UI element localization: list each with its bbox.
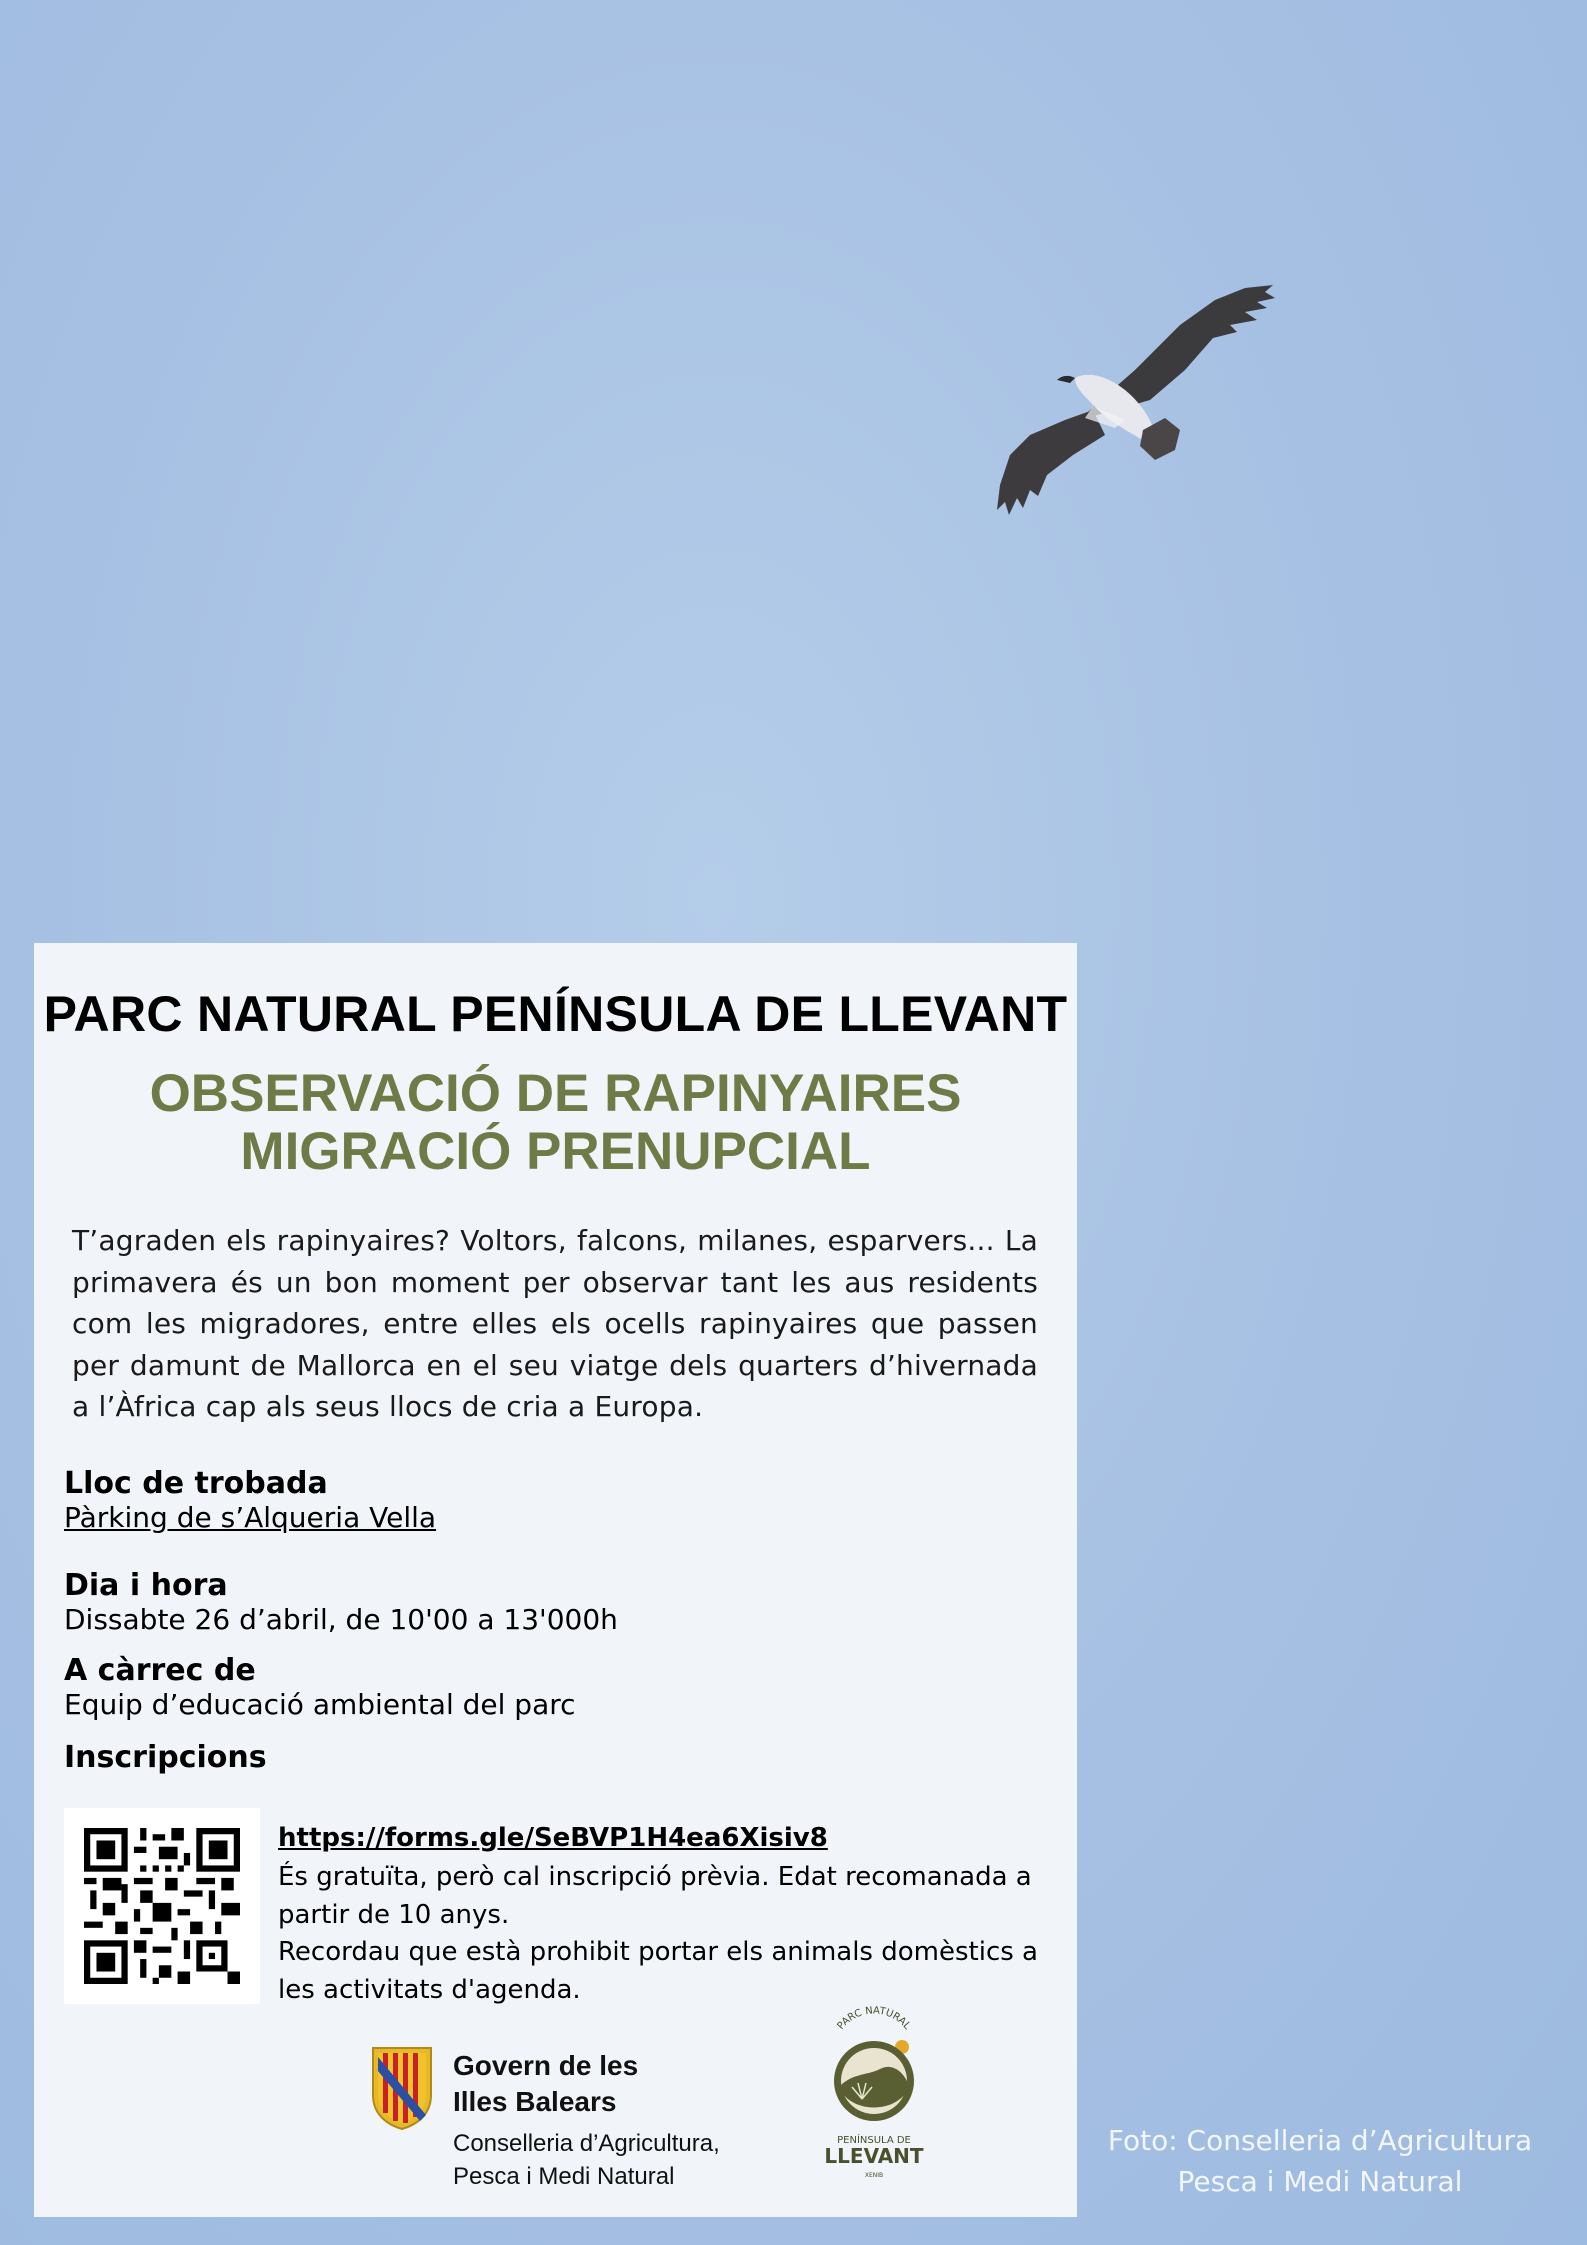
event-info-card [34, 943, 1077, 2217]
park-logo-top-text: PARC NATURAL [835, 2005, 913, 2032]
park-logo-sub: XENIB [864, 2172, 884, 2179]
conselleria-line1: Conselleria d’Agricultura, [453, 2130, 720, 2157]
photo-credit [1090, 2120, 1550, 2202]
park-name-heading: PARC NATURAL PENÍNSULA DE LLEVANT [43, 986, 1068, 1042]
signup-note-free: És gratuïta, però cal inscripció prèvia. Edat recomanada a partir de 10 anys. [278, 1862, 1032, 1930]
park-logo-name: LLEVANT [824, 2144, 924, 2168]
signup-note-pets: Recordau que està prohibit portar els animals domèstics a les activitats d'agenda. [278, 1937, 1038, 2005]
photo-credit-line1: Foto: Conselleria d’Agricultura [1107, 2124, 1533, 2157]
signup-form-link[interactable]: https://forms.gle/SeBVP1H4ea6Xisiv8 [278, 1823, 828, 1853]
signup-label: Inscripcions [64, 1740, 267, 1775]
govern-line2: Illes Balears [453, 2086, 617, 2117]
leader-value: Equip d’educació ambiental del parc [64, 1688, 576, 1721]
park-logo-mid-text: PENÍNSULA DE [837, 2135, 911, 2146]
date-time-label: Dia i hora [64, 1568, 228, 1603]
govern-line1: Govern de les [453, 2050, 639, 2081]
photo-credit-line2: Pesca i Medi Natural [1177, 2165, 1463, 2198]
meeting-point-label: Lloc de trobada [64, 1466, 328, 1501]
event-title-line2: MIGRACIÓ PRENUPCIAL [240, 1122, 871, 1181]
date-time-value: Dissabte 26 d’abril, de 10'00 a 13'000h [64, 1603, 618, 1636]
govern-logo-title [453, 2048, 638, 2120]
leader-label: A càrrec de [64, 1653, 256, 1688]
govern-illes-balears-crest-logo [370, 2045, 434, 2131]
event-title-line1: OBSERVACIÓ DE RAPINYAIRES [149, 1064, 962, 1123]
intro-paragraph: T’agraden els rapinyaires? Voltors, falcons, milanes, esparvers... La primavera és un bon moment per observar tant les aus residents com les migradores, entre elles els ocells rapinyaires que passen per damunt de Mallorca en el seu viatge dels quarters d’hivernada a l’Àfrica cap als seus llocs de cria a Europa. [72, 1224, 1038, 1423]
conselleria-name [453, 2127, 720, 2193]
parc-natural-llevant-logo [814, 2003, 934, 2183]
signup-qr-code[interactable] [64, 1808, 260, 2004]
qr-code-graphic [84, 1828, 240, 1984]
meeting-point-value: Pàrking de s’Alqueria Vella [64, 1501, 437, 1534]
event-title [34, 1065, 1077, 1181]
svg-text:PARC NATURAL [836, 2005, 913, 2032]
osprey-in-flight-photo [975, 270, 1285, 540]
conselleria-line2: Pesca i Medi Natural [453, 2163, 675, 2190]
